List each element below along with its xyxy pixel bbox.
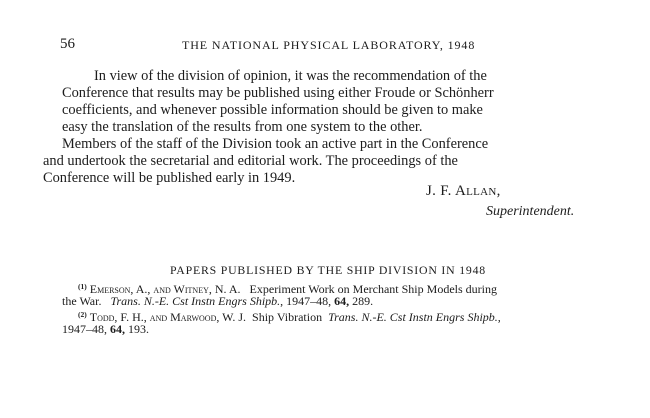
- reference-journal: Trans. N.-E. Cst Instn Engrs Shipb.,: [328, 310, 501, 324]
- reference-number: (1): [78, 282, 87, 291]
- body-line: Conference will be published early in 1949.: [43, 170, 296, 186]
- reference-title: Experiment Work on Merchant Ship Models during: [249, 282, 497, 296]
- papers-heading: PAPERS PUBLISHED BY THE SHIP DIVISION IN 1948: [170, 263, 486, 277]
- reference-pages: 289.: [352, 294, 374, 308]
- body-line: and undertook the secretarial and editorial work. The proceedings of the: [43, 153, 458, 169]
- body-line: Members of the staff of the Division took an active part in the Conference: [62, 136, 489, 152]
- body-line: In view of the division of opinion, it was the recommendation of the: [94, 68, 487, 84]
- reference-authors: Todd, F. H., and Marwood, W. J.: [89, 310, 247, 324]
- reference-journal: Trans. N.-E. Cst Instn Engrs Shipb.: [110, 294, 281, 308]
- reference-authors: Emerson, A., and Witney, N. A.: [89, 282, 241, 296]
- running-header: THE NATIONAL PHYSICAL LABORATORY, 1948: [182, 38, 476, 52]
- signature-name: J. F. Allan,: [426, 183, 501, 199]
- reference-year: 1947–48,: [62, 322, 107, 336]
- reference-pages: 193.: [128, 322, 149, 336]
- reference-item-continued: the War. Trans. N.-E. Cst Instn Engrs Shipb., 1947–48, 64, 289.: [62, 294, 374, 308]
- body-line: Conference that results may be published using either Froude or Schönherr: [62, 85, 494, 101]
- reference-year: 1947–48,: [286, 294, 332, 308]
- body-line: easy the translation of the results from one system to the other.: [62, 119, 423, 135]
- reference-title: Ship Vibration: [252, 310, 323, 324]
- page-number: 56: [60, 36, 75, 52]
- reference-item-continued: [62, 322, 149, 336]
- reference-volume: 64,: [110, 322, 125, 336]
- reference-volume: 64,: [334, 294, 350, 308]
- signature-title: Superintendent.: [486, 204, 575, 219]
- body-line: coefficients, and whenever possible information should be given to make: [62, 102, 483, 118]
- reference-number: (2): [78, 310, 87, 319]
- reference-title: the War.: [62, 294, 102, 308]
